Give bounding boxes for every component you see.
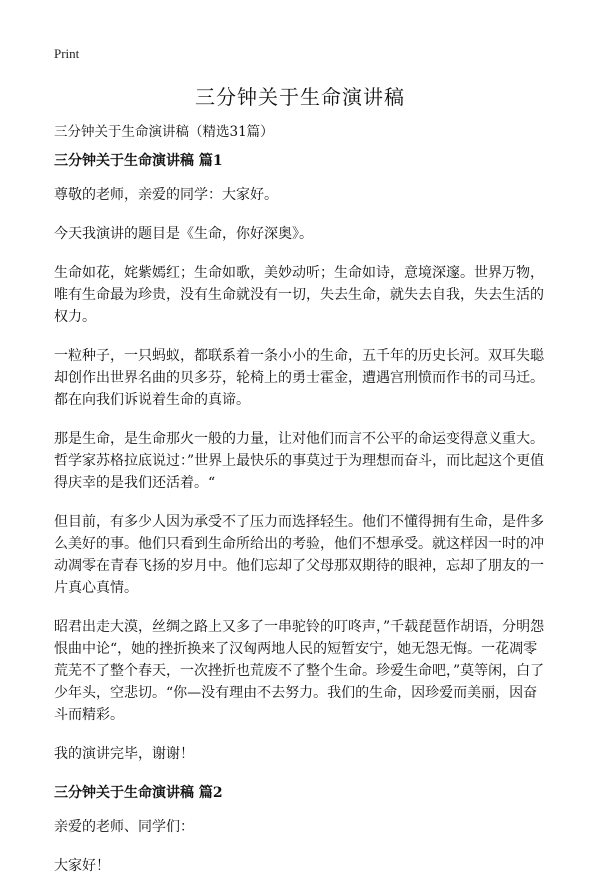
- paragraph: 那是生命，是生命那火一般的力量，让对他们而言不公平的命运变得意义重大。哲学家苏格拉底说过：”世界上最快乐的事莫过于为理想而奋斗，而比起这个更值得庆幸的是我们还活着。“: [54, 431, 545, 491]
- paragraph: 亲爱的老师、同学们：: [54, 819, 194, 835]
- paragraph: 大家好！: [54, 858, 110, 874]
- paragraph: 昭君出走大漠，丝绸之路上又多了一串驼铃的叮咚声，”千载琵琶作胡语，分明怨恨曲中论“，她的挫折换来了汉匈两地人民的短暂安宁，她无怨无悔。一花凋零荒芜不了整个春天，一次挫折也荒废不了整个生命。珍爱生命吧，”莫等闲，白了少年头，空悲切。“你—没有理由不去努力。我们的生命，因珍爱而美丽，因奋斗而精彩。: [54, 619, 545, 723]
- paragraph: 今天我演讲的题目是《生命，你好深奥》。: [54, 226, 313, 242]
- paragraph: 尊敬的老师，亲爱的同学：大家好。: [54, 187, 278, 203]
- paragraph: 一粒种子，一只蚂蚁，都联系着一条小小的生命，五千年的历史长河。双耳失聪却创作出世界名曲的贝多芬，轮椅上的勇士霍金，遭遇宫刑愤而作书的司马迁。都在向我们诉说着生命的真谛。: [54, 348, 544, 408]
- paragraph: 我的演讲完毕，谢谢！: [54, 746, 194, 762]
- paragraph: 但目前，有多少人因为承受不了压力而选择轻生。他们不懂得拥有生命，是件多么美好的事。他们只看到生命所给出的考验，他们不想承受。就这样因一时的冲动凋零在青春飞扬的岁月中。他们忘却了父母那双期待的眼神，忘却了朋友的一片真心真情。: [54, 514, 544, 596]
- section-heading: 三分钟关于生命演讲稿 篇1: [54, 153, 223, 169]
- document-body: [54, 150, 546, 894]
- print-link[interactable]: Print: [54, 46, 80, 61]
- section-heading: 三分钟关于生命演讲稿 篇2: [54, 785, 223, 801]
- document-title: 三分钟关于生命演讲稿: [195, 85, 405, 109]
- paragraph: 生命如花，姹紫嫣红；生命如歌，美妙动听；生命如诗，意境深邃。世界万物，唯有生命最为珍贵，没有生命就没有一切，失去生命，就失去自我，失去生活的权力。: [54, 265, 544, 325]
- document-subtitle: 三分钟关于生命演讲稿（精选31篇）: [54, 124, 274, 140]
